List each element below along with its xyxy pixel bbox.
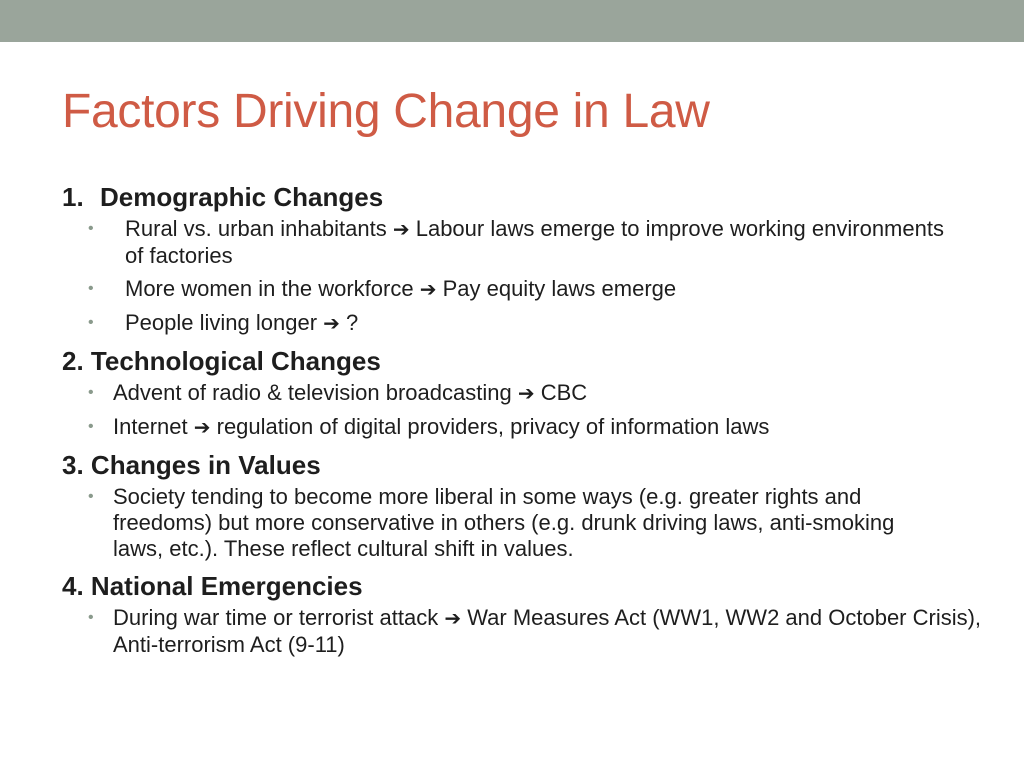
bullet-text-after: Labour laws emerge to improve working environments of factories xyxy=(125,216,944,268)
section-title: Changes in Values xyxy=(90,450,321,480)
top-accent-bar xyxy=(0,0,1024,42)
arrow-right-icon: ➔ xyxy=(517,383,535,405)
section-heading xyxy=(62,180,962,214)
section-demographic-changes xyxy=(62,180,962,337)
bullet-text-after: War Measures Act (WW1, WW2 and October Crisis), Anti-terrorism Act (9-11) xyxy=(113,605,982,657)
bullet-icon: • xyxy=(88,384,94,401)
arrow-right-icon: ➔ xyxy=(193,417,211,439)
list-item xyxy=(62,414,962,441)
section-number: 1. xyxy=(62,182,84,212)
section-title: National Emergencies xyxy=(90,571,363,601)
arrow-right-icon: ➔ xyxy=(444,608,462,630)
bullet-text-after: Pay equity laws emerge xyxy=(442,276,677,301)
bullet-text-after: CBC xyxy=(540,380,588,405)
list-item xyxy=(62,380,962,407)
section-heading xyxy=(62,344,962,378)
bullet-list xyxy=(62,605,982,658)
slide-title: Factors Driving Change in Law xyxy=(62,85,710,138)
bullet-icon: • xyxy=(88,280,94,297)
bullet-text-before: People living longer xyxy=(125,310,318,335)
list-item xyxy=(62,484,943,562)
bullet-text-before: Advent of radio & television broadcasting xyxy=(113,380,512,405)
section-number: 2. xyxy=(62,346,84,376)
slide-content xyxy=(62,180,982,665)
bullet-icon: • xyxy=(88,418,94,435)
section-title: Demographic Changes xyxy=(100,182,384,212)
section-heading xyxy=(62,569,962,603)
bullet-icon: • xyxy=(88,220,94,237)
bullet-list xyxy=(62,380,962,441)
arrow-right-icon: ➔ xyxy=(392,219,410,241)
bullet-text-before: Internet xyxy=(113,414,188,439)
bullet-text-before: More women in the workforce xyxy=(125,276,414,301)
section-title: Technological Changes xyxy=(90,346,381,376)
bullet-icon: • xyxy=(88,488,94,505)
bullet-icon: • xyxy=(88,609,94,626)
arrow-right-icon: ➔ xyxy=(419,279,437,301)
bullet-text-after: ? xyxy=(346,310,359,335)
bullet-text-before: During war time or terrorist attack xyxy=(113,605,439,630)
section-number: 4. xyxy=(62,571,84,601)
list-item xyxy=(62,276,962,303)
section-technological-changes xyxy=(62,344,962,441)
bullet-text-before: Rural vs. urban inhabitants xyxy=(125,216,387,241)
bullet-icon: • xyxy=(88,314,94,331)
section-changes-in-values xyxy=(62,448,962,562)
list-item xyxy=(62,605,993,658)
list-item xyxy=(62,310,962,337)
bullet-list xyxy=(62,484,962,562)
section-national-emergencies xyxy=(62,569,982,658)
bullet-list xyxy=(62,216,962,337)
list-item xyxy=(62,216,962,269)
section-number: 3. xyxy=(62,450,84,480)
section-heading xyxy=(62,448,962,482)
bullet-text-after: regulation of digital providers, privacy of information laws xyxy=(216,414,770,439)
bullet-text: Society tending to become more liberal in some ways (e.g. greater rights and freedoms) but more conservative in others (e.g. drunk driving laws, anti-smoking laws, etc.). These reflect cultural shift in values. xyxy=(113,484,895,561)
arrow-right-icon: ➔ xyxy=(323,313,340,335)
